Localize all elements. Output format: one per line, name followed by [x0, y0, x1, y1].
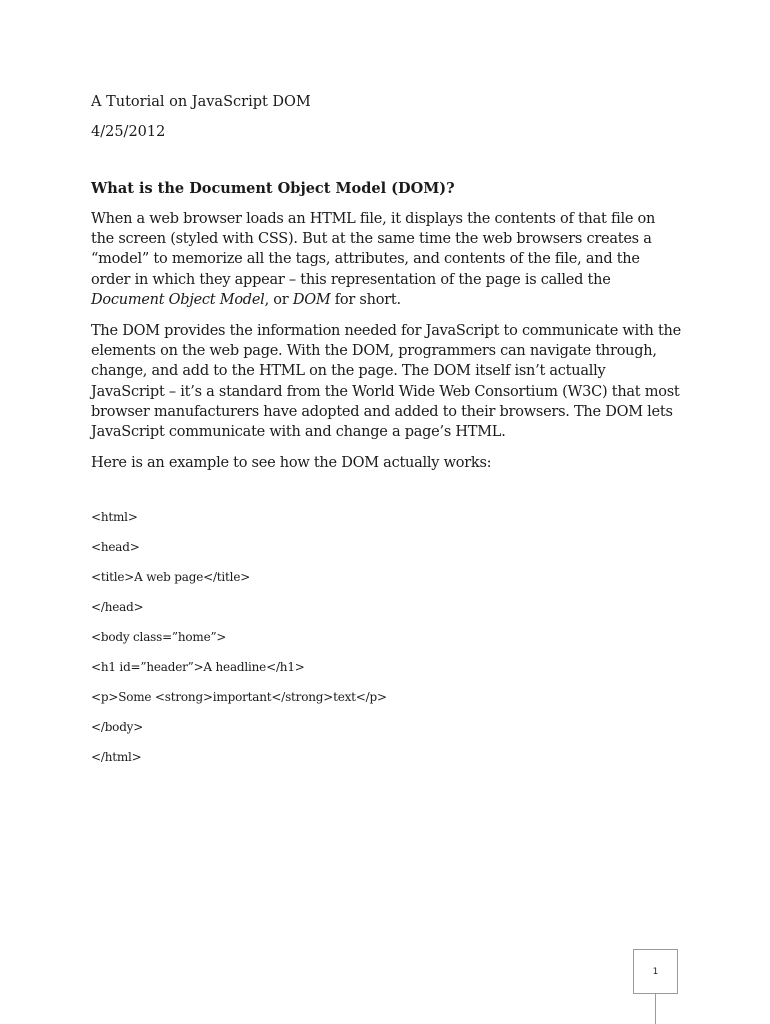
paragraph-intro	[91, 209, 681, 310]
paragraph-intro-ending: for short.	[330, 291, 401, 308]
paragraph-intro-connector: , or	[264, 291, 293, 308]
code-line: <h1 id=”header”>A headline</h1>	[91, 660, 305, 675]
code-line: </html>	[91, 750, 142, 765]
paragraph-intro-italic-dom: DOM	[292, 291, 331, 308]
paragraph-example-intro: Here is an example to see how the DOM actually works:	[91, 455, 492, 472]
page-number-box	[633, 949, 678, 994]
code-example	[91, 509, 681, 765]
code-line: <p>Some <strong>important</strong>text</p>	[91, 690, 387, 705]
page-number-divider	[655, 994, 656, 1024]
code-line: </body>	[91, 720, 144, 735]
code-line: </head>	[91, 600, 144, 615]
code-line: <body class=”home”>	[91, 630, 227, 645]
document-content	[91, 92, 681, 779]
page-number: 1	[652, 966, 659, 977]
code-line: <title>A web page</title>	[91, 570, 251, 585]
paragraph-intro-italic-dom-full: Document Object Model	[91, 291, 265, 308]
code-line: <html>	[91, 510, 138, 525]
section-heading: What is the Document Object Model (DOM)?	[91, 180, 455, 197]
paragraph-intro-text: When a web browser loads an HTML file, it displays the contents of that file on the screen (styled with CSS). But at the same time the web browsers creates a “model” to memorize all the tags, attributes, and contents of the file, and the order in which they appear – this representation of the page is called the	[91, 211, 656, 288]
document-date: 4/25/2012	[91, 124, 166, 140]
code-line: <head>	[91, 540, 140, 555]
paragraph-dom-purpose: The DOM provides the information needed for JavaScript to communicate with the elements on the web page. With the DOM, programmers can navigate through, change, and add to the HTML on the page. The DOM itself isn’t actually JavaScript – it’s a standard from the World Wide Web Consortium (W3C) that most browser manufacturers have adopted and added to their browsers. The DOM lets JavaScript communicate with and change a page’s HTML.	[91, 323, 681, 441]
document-title: A Tutorial on JavaScript DOM	[91, 94, 311, 110]
